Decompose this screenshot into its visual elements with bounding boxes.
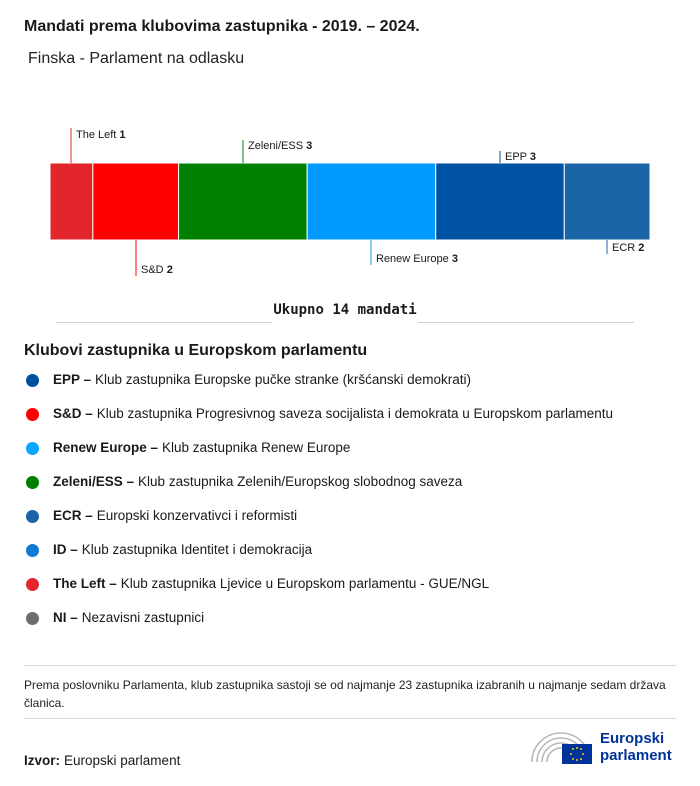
bar-label-value: 2 <box>166 264 173 276</box>
bar-label-name: EPP <box>505 151 530 163</box>
legend-abbr: NI – <box>53 610 78 625</box>
legend-dot-icon <box>26 476 39 489</box>
legend-item <box>24 610 613 644</box>
european-parliament-logo <box>528 728 672 766</box>
legend-dot-icon <box>26 544 39 557</box>
bar-label <box>376 253 458 265</box>
bar-label <box>141 264 173 276</box>
separator-bottom <box>24 718 676 719</box>
bar-segment <box>50 163 93 240</box>
separator-top <box>24 665 676 666</box>
bar-label <box>248 140 312 152</box>
bar-segment <box>307 163 436 240</box>
seat-bar-chart <box>0 120 700 290</box>
bar-segment <box>179 163 308 240</box>
legend-abbr: ECR – <box>53 508 93 523</box>
legend-item <box>24 440 613 474</box>
footnote: Prema poslovniku Parlamenta, klub zastupnika sastoji se od najmanje 23 zastupnika izabranih u najmanje sedam država članica. <box>24 678 666 710</box>
legend-dot-icon <box>26 612 39 625</box>
legend-text: Klub zastupnika Identitet i demokracija <box>81 542 313 557</box>
legend-text: Nezavisni zastupnici <box>81 610 205 625</box>
legend-text: Klub zastupnika Renew Europe <box>162 440 351 455</box>
legend-abbr: The Left – <box>53 576 117 591</box>
bar-label-value: 3 <box>451 253 458 265</box>
bar-label <box>76 129 126 141</box>
legend-item <box>24 372 613 406</box>
legend-dot-icon <box>26 374 39 387</box>
bar-label <box>612 242 644 254</box>
source-value: Europski parlament <box>64 753 181 768</box>
bar-label-name: Renew Europe <box>376 253 452 265</box>
bar-segment <box>564 163 650 240</box>
bar-segment <box>436 163 565 240</box>
bar-label-value: 3 <box>306 140 313 152</box>
bar-segment <box>93 163 179 240</box>
bar-label-value: 2 <box>638 242 645 254</box>
legend-title: Klubovi zastupnika u Europskom parlamentu <box>24 342 368 359</box>
legend-dot-icon <box>26 578 39 591</box>
legend-text: Klub zastupnika Ljevice u Europskom parlamentu - GUE/NGL <box>120 576 490 591</box>
legend-text: Klub zastupnika Progresivnog saveza socijalista i demokrata u Europskom parlamentu <box>96 406 614 421</box>
parliament-hemicycle-icon <box>528 728 594 766</box>
legend-item <box>24 474 613 508</box>
bar-label-value: 1 <box>119 129 126 141</box>
bar-label-name: The Left <box>76 129 120 141</box>
legend-item <box>24 406 613 440</box>
logo-line1: Europski <box>600 730 665 747</box>
legend-text: Europski konzervativci i reformisti <box>96 508 298 523</box>
bar-label-value: 3 <box>529 151 536 163</box>
source-label: Izvor: <box>24 753 61 768</box>
legend-item <box>24 576 613 610</box>
chart-title: Mandati prema klubovima zastupnika - 2019. – 2024. <box>24 18 420 35</box>
bar-label-name: S&D <box>141 264 167 276</box>
legend-text: Klub zastupnika Europske pučke stranke (kršćanski demokrati) <box>95 372 471 387</box>
source-line <box>24 753 180 768</box>
legend-abbr: Renew Europe – <box>53 440 159 455</box>
total-divider-left <box>56 322 272 323</box>
total-seats-label: Ukupno 14 mandati <box>273 302 417 318</box>
legend-text: Klub zastupnika Zelenih/Europskog slobodnog saveza <box>138 474 463 489</box>
legend-item <box>24 508 613 542</box>
legend-abbr: ID – <box>53 542 78 557</box>
legend-dot-icon <box>26 442 39 455</box>
bar-label-name: Zeleni/ESS <box>248 140 307 152</box>
bar-label-name: ECR <box>612 242 639 254</box>
chart-subtitle: Finska - Parlament na odlasku <box>28 50 245 67</box>
legend-item <box>24 542 613 576</box>
total-divider-right <box>418 322 634 323</box>
legend <box>24 372 613 644</box>
legend-dot-icon <box>26 408 39 421</box>
legend-abbr: S&D – <box>53 406 93 421</box>
legend-abbr: EPP – <box>53 372 92 387</box>
legend-dot-icon <box>26 510 39 523</box>
logo-line2: parlament <box>600 747 672 764</box>
legend-abbr: Zeleni/ESS – <box>53 474 135 489</box>
bar-label <box>505 151 536 163</box>
